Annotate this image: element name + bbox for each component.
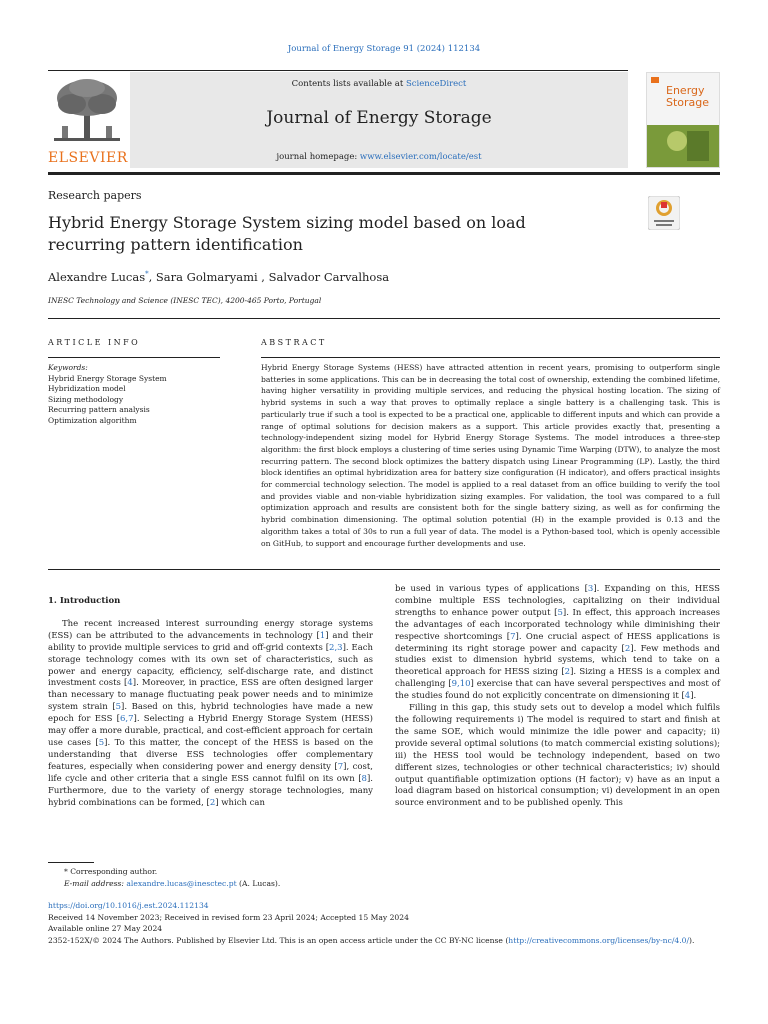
journal-homepage: journal homepage: www.elsevier.com/locate/est [276,152,482,162]
text-run: ], cost, life cycle and other criteria that a single ESS cannot fulfil on its own [ [48,761,374,784]
received-dates: Received 14 November 2023; Received in revised form 23 April 2024; Accepted 15 May 2024 [48,912,409,922]
article-info-rule [48,357,220,358]
journal-citation-header[interactable]: Journal of Energy Storage 91 (2024) 112134 [287,44,481,54]
journal-name: Journal of Energy Storage [266,108,492,128]
intro-paragraph-1 [48,619,373,810]
reference-link[interactable]: 2 [624,643,631,654]
reference-link[interactable]: 2 [564,667,571,678]
keywords-block [48,363,228,426]
corresponding-author-mark[interactable]: * [145,270,149,279]
reference-link[interactable]: 5 [557,607,563,618]
reference-link[interactable]: 4 [684,691,691,702]
text-run: ] exercise that can have several perspectives and most of the studies found do not explicitly concentrate on dimensioning it [ [395,679,720,702]
cover-title-energy: Energy [666,84,705,97]
footnote-rule [48,862,94,863]
license-statement: 2352-152X/© 2024 The Authors. Published by Elsevier Ltd. This is an open access article under the CC BY-NC license (http://creativecommons.org/licenses/by-nc/4.0/). [48,935,695,945]
reference-link[interactable]: 6,7 [119,714,134,725]
section-label: Research papers [48,189,142,202]
keyword-item: Hybridization model [48,384,126,393]
text-run: The recent increased interest surrounding energy storage systems (ESS) can be attributed to the advancements in technology [ [48,618,373,641]
other-authors: , Sara Golmaryami , Salvador Carvalhosa [148,270,390,284]
text-run: ]. Selecting a Hybrid Energy Storage System (HESS) may offer a more durable, practical, and cost-efficient approach for certain use cases [ [48,714,373,748]
text-run: ] which can [215,797,265,808]
text-run: ]. In effect, this approach increases the advantages of each incorporated technology while diminishing their respective shortcomings [ [395,607,720,642]
license-link[interactable]: http://creativecommons.org/licenses/by-nc/4.0/ [508,935,690,945]
text-run: ]. One crucial aspect of HESS applications is determining its right storage power and capacity [ [395,631,720,654]
text-run: ] and their ability to provide multiple services to grid and off-grid contexts [ [48,630,373,653]
keyword-item: Recurring pattern analysis [48,405,150,414]
reference-link[interactable]: 2 [209,797,216,808]
reference-link[interactable]: 7 [510,631,516,642]
paper-title: Hybrid Energy Storage System sizing model based on load recurring pattern identification [48,213,526,254]
body-column-right [395,584,720,810]
elsevier-wordmark: ELSEVIER [48,150,128,166]
reference-link[interactable]: 8 [361,773,367,784]
text-run: ]. Each storage technology comes with its own set of characteristics, such as power and energy capacity, efficiency, self-discharge rate, and distinct investment costs [ [48,642,373,689]
check-for-updates-badge[interactable] [648,196,680,230]
text-run: ]. [690,691,697,702]
doi-link[interactable]: https://doi.org/10.1016/j.est.2024.112134 [48,901,209,910]
text-run: ]. Based on this, hybrid technologies have made a new epoch for ESS [ [48,702,373,725]
corresponding-author-note: * Corresponding author. [64,867,158,876]
affiliation: INESC Technology and Science (INESC TEC), 4200-465 Porto, Portugal [48,296,322,305]
abstract-rule [261,357,720,358]
body-column-left [48,596,373,809]
text-run: ]. Few methods and studies exist to dimension hybrid systems, which tend to take on a theoretical approach for HESS sizing [ [395,643,720,678]
sciencedirect-link[interactable]: ScienceDirect [405,79,467,89]
abstract-text: Hybrid Energy Storage Systems (HESS) have attracted attention in recent years, promising to outperform single batteries in some applications. This can be in decreasing the total cost of ownership, extending the combined lifetime, having higher versatility in providing multiple services, and reducing the physical hosting location. The sizing of hybrid systems in such a way that proves to optimally replace a single battery is a challenging task. This is particularly true if such a tool is expected to be a practical one, applicable to different inputs and which can provide a range of optimal solutions for decision makers as a support. This article provides exactly that, presenting a technology-independent sizing model for Hybrid Energy Storage Systems. The model introduces a three-step algorithm: the first block employs a clustering of time series using Dynamic Time Warping (DTW), to analyze the most recurring pattern. The second block optimizes the battery dispatch using Linear Programming (LP). Lastly, the third block identifies an optimal hybridization area for battery size configuration (H indicator), and offers practical insights for commercial technology selection. The model is applied to a real dataset from an office building to verify the tool and provides viable and non-viable hybridization sizing examples. For validation, the tool was compared to a full optimization approach and results are consistent both for the single battery sizing, as well as for confirming the hybrid combination dimensioning. The optimal solution potential (H) in the example provided is 0.13 and the algorithm takes a total of 30s to run a full year of data. The model is a Python-based tool, which is openly accessible on GitHub, to support and encourage further developments and use. [261,363,720,548]
contents-available: Contents lists available at ScienceDirect [291,79,467,89]
reference-link[interactable]: 2,3 [329,642,343,653]
footnotes [48,866,720,889]
keywords-label: Keywords: [48,363,88,372]
article-info-heading: ARTICLE INFO [48,338,141,347]
email-note: E-mail address: alexandre.lucas@inesctec.pt (A. Lucas). [64,878,281,888]
header-rule-top [48,70,628,71]
keyword-item: Optimization algorithm [48,415,137,425]
reference-link[interactable]: 1 [319,630,326,641]
article-metadata [48,900,720,946]
author-list [48,270,389,284]
intro-paragraph-2: Filling in this gap, this study sets out to develop a model which fulfils the following requirements i) The model is required to start and finish at the same SOE, which would minimize the idle power and capacity; ii) provide several optimal solutions (to match commercial existing solutions); iii) the HESS tool would be technology independent, based on two different sizes, technologies or other technical characteristics; iv) should output quantifiable optimization options (H factor); v) have as an input a load diagram based on historical consumption; vi) development in an open source environment and to be published openly. This [395,703,720,809]
text-run: ]. Moreover, in practice, ESS are often designed larger than necessary to manage fluctuating peak power needs and to minimize system strain [ [48,678,373,713]
available-online: Available online 27 May 2024 [48,924,163,933]
text-run: ]. Sizing a HESS is a complex and challenging [ [395,667,720,690]
reference-link[interactable]: 7 [337,761,344,772]
abstract-heading: ABSTRACT [261,338,327,347]
divider-after-abstract [48,569,720,570]
text-run: be used in various types of applications [ [395,584,588,594]
text-run: ]. Furthermore, due to the variety of energy storage technologies, many hybrid combinations can be formed, [ [48,773,373,808]
author-lucas[interactable]: Alexandre Lucas [48,270,146,284]
reference-link[interactable]: 4 [127,678,133,689]
keyword-item: Hybrid Energy Storage System [48,373,167,383]
homepage-link[interactable]: www.elsevier.com/locate/est [359,152,482,162]
intro-paragraph-1-cont [395,584,720,703]
reference-link[interactable]: 5 [98,737,105,748]
header-rule-bottom [48,172,720,175]
divider-before-info [48,318,720,319]
text-run: ]. Expanding on this, HESS combine multiple ESS technologies, capitalizing on their individual strengths to enhance power output [ [395,584,720,618]
email-link[interactable]: alexandre.lucas@inesctec.pt [126,878,237,888]
introduction-heading: 1. Introduction [48,596,121,606]
cover-title-storage: Storage [666,96,710,109]
reference-link[interactable]: 5 [115,702,122,713]
reference-link[interactable]: 3 [587,584,594,594]
reference-link[interactable]: 9,10 [451,679,471,690]
text-run: ]. To this matter, the concept of the HESS is based on the understanding that diverse ESS technologies offer complementary features, especially when considering power and energy density [ [48,737,374,772]
keyword-item: Sizing methodology [48,394,124,404]
